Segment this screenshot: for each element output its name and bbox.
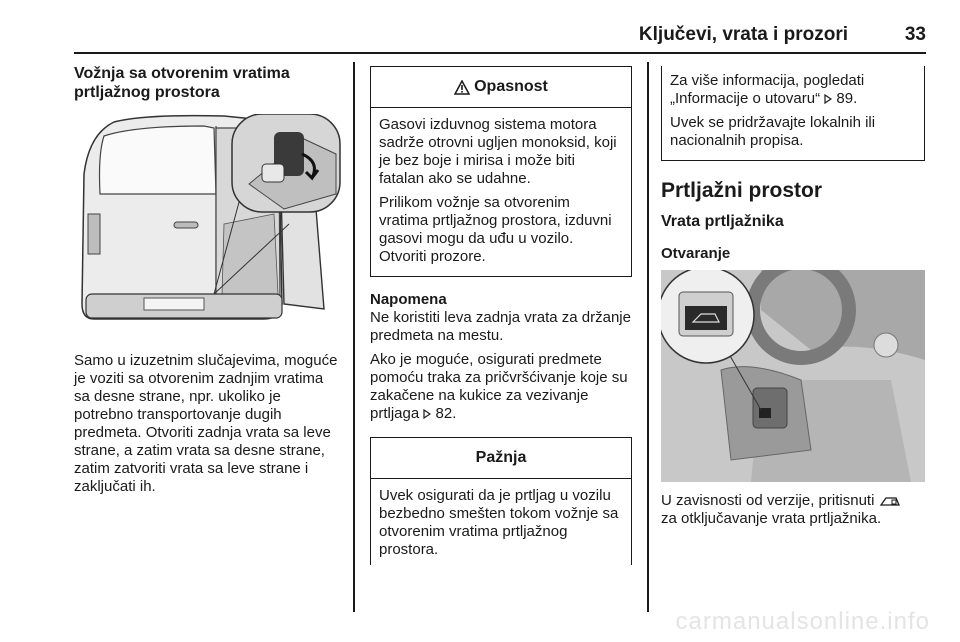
tailgate-unlock-text <box>661 492 925 528</box>
warning-triangle-icon <box>454 80 470 95</box>
danger-paragraph-1: Gasovi izduvnog sistema motora sadrže otrovni ugljen monoksid, koji je bez boje i mirisa i može biti fatalan ako se udahne. <box>379 116 617 187</box>
column-right <box>661 66 925 528</box>
danger-box-header <box>371 67 631 108</box>
page-reference-icon <box>824 94 832 104</box>
page-reference[interactable]: 82. <box>435 405 457 422</box>
column-left <box>74 64 342 496</box>
caution-box-title: Pažnja <box>475 449 527 466</box>
watermark: carmanualsonline.info <box>675 608 930 635</box>
page-reference-icon <box>423 409 431 419</box>
header-divider <box>74 52 926 54</box>
note-text: Ne koristiti leva zadnja vrata za držanje predmeta na mestu. <box>370 309 631 344</box>
subsection-heading-tailgate: Vrata prtljažnika <box>661 213 784 230</box>
luggage-paragraph-text: Ako je moguće, osigurati predmete pomoću traka za pričvršćivanje koje su zakačene na kukice za vezivanje prtljaga <box>370 351 628 422</box>
column-middle <box>370 66 632 565</box>
caution-box-header <box>371 438 631 479</box>
column-divider-1 <box>353 62 355 612</box>
caution-text: Uvek osigurati da je prtljag u vozilu bezbedno smešten tokom vožnje sa otvorenim vratima prtljažnog prostora. <box>379 487 619 558</box>
note-title: Napomena <box>370 291 447 308</box>
van-rear-door-illustration <box>74 114 342 336</box>
tailgate-unlock-icon <box>879 494 901 508</box>
danger-box <box>370 66 632 277</box>
info-text-1: Za više informacija, pogledati „Informacije o utovaru“ <box>670 72 865 107</box>
info-box-continued <box>661 66 925 161</box>
page-header-title: Ključevi, vrata i prozori <box>638 24 848 45</box>
body-text: Samo u izuzetnim slučajevima, moguće je voziti sa otvorenim zadnjim vratima sa desne strane, npr. ukoliko je potrebno transportovanje dugih predmeta. Otvoriti zadnja vrata sa leve strane, a zatim vrata sa desne strane, zatim zatvoriti vrata sa leve strane i zaključati ih. <box>74 352 338 495</box>
column-divider-2 <box>647 62 649 612</box>
tailgate-unlock-text-after: za otključavanje vrata prtljažnika. <box>661 510 882 527</box>
info-paragraph-2: Uvek se pridržavajte lokalnih ili nacionalnih propisa. <box>670 114 876 149</box>
luggage-paragraph <box>370 351 632 423</box>
tailgate-unlock-text-before: U zavisnosti od verzije, pritisnuti <box>661 492 875 509</box>
danger-box-title: Opasnost <box>474 78 548 95</box>
section-heading-trunk: Prtljažni prostor <box>661 179 823 202</box>
subsubsection-heading-opening: Otvaranje <box>661 245 731 262</box>
section-title: Vožnja sa otvorenim vratima prtljažnog prostora <box>74 65 290 101</box>
danger-paragraph-2: Prilikom vožnje sa otvorenim vratima prtljažnog prostora, izduvni gasovi mogu da uđu u vozilo. Otvoriti prozore. <box>379 194 612 265</box>
page-reference[interactable]: 89. <box>836 90 858 107</box>
page-number: 33 <box>904 24 926 45</box>
door-switch-illustration <box>661 270 925 482</box>
info-paragraph-1 <box>670 72 916 108</box>
caution-box <box>370 437 632 565</box>
